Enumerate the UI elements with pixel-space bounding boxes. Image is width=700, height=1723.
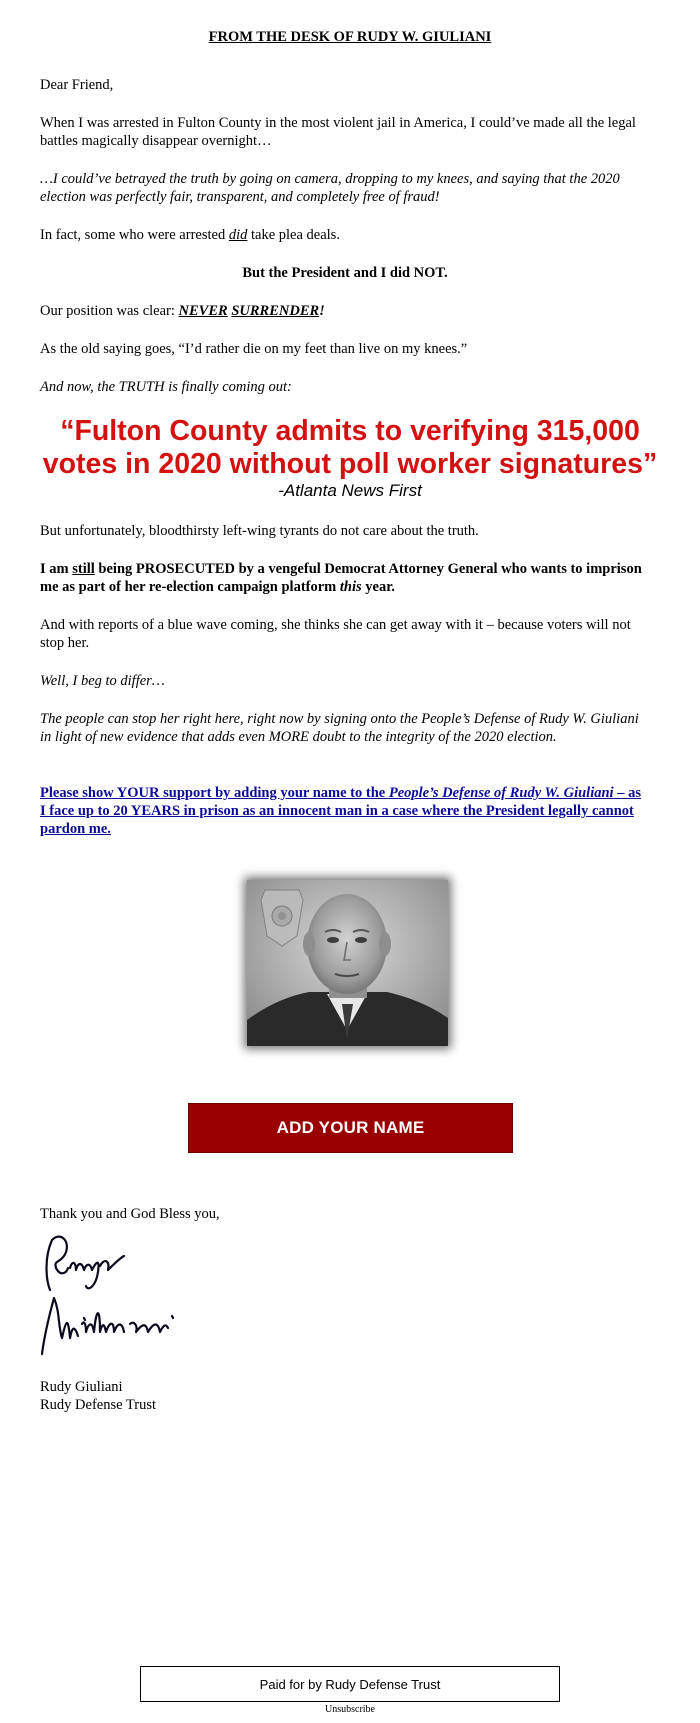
still-word: still: [72, 561, 95, 577]
prosecuted-c: year.: [361, 579, 395, 595]
plea-text-after: take plea deals.: [247, 227, 340, 243]
closing-line: Thank you and God Bless you,: [40, 1206, 220, 1222]
add-your-name-button[interactable]: ADD YOUR NAME: [188, 1103, 513, 1153]
exclamation: !: [319, 303, 325, 319]
paragraph-arrest: When I was arrested in Fulton County in the most violent jail in America, I could’ve made all the legal battles magically disappear overnight…: [40, 115, 636, 149]
greeting: Dear Friend,: [40, 77, 114, 93]
support-link-text-c[interactable]: – as I face up to 20 YEARS in prison as an innocent man in a case where the President legally cannot pardon me.: [40, 785, 641, 837]
sign-org: Rudy Defense Trust: [40, 1397, 157, 1413]
paragraph-old-saying: As the old saying goes, “I’d rather die on my feet than live on my knees.”: [40, 341, 468, 357]
paid-for-disclaimer: Paid for by Rudy Defense Trust: [140, 1666, 560, 1702]
mugshot-photo[interactable]: [247, 880, 448, 1046]
paragraph-prosecuted: [40, 560, 650, 596]
news-quote: “Fulton County admits to verifying 315,000 votes in 2020 without poll worker signatures”: [42, 415, 658, 480]
unsubscribe-link[interactable]: Unsubscribe: [325, 1704, 375, 1715]
prosecuted-a: I am: [40, 561, 73, 577]
letter-heading: FROM THE DESK OF RUDY W. GIULIANI: [208, 29, 492, 45]
support-link-text-b[interactable]: People’s Defense of Rudy W. Giuliani: [388, 785, 614, 801]
signature-image: [38, 1228, 198, 1368]
surrender-word: SURRENDER: [231, 303, 320, 319]
never-word: NEVER: [178, 303, 228, 319]
paragraph-position: [40, 302, 650, 320]
position-text: Our position was clear:: [40, 303, 179, 319]
quote-source: -Atlanta News First: [278, 481, 422, 500]
paragraph-plea-deals: [40, 226, 650, 244]
mugshot-image: [247, 880, 448, 1046]
signature: [38, 1228, 198, 1368]
sign-name: Rudy Giuliani: [40, 1379, 123, 1395]
paragraph-stop-her: The people can stop her right here, right now by signing onto the People’s Defense of Rudy W. Giuliani in light of new evidence that adds even MORE doubt to the integrity of the 2020 election.: [40, 711, 639, 745]
prosecuted-b: being PROSECUTED by a vengeful Democrat Attorney General who wants to imprison me as part of her re-election campaign platform: [40, 561, 642, 595]
paragraph-truth-coming: And now, the TRUTH is finally coming out:: [40, 379, 292, 395]
plea-text-before: In fact, some who were arrested: [40, 227, 229, 243]
support-link[interactable]: [40, 784, 650, 838]
plea-emph: did: [228, 227, 248, 243]
support-link-text-a[interactable]: Please show YOUR support by adding your name to the: [40, 785, 389, 801]
paragraph-blue-wave: And with reports of a blue wave coming, she thinks she can get away with it – because voters will not stop her.: [40, 617, 631, 651]
paragraph-tyrants: But unfortunately, bloodthirsty left-wing tyrants do not care about the truth.: [40, 523, 479, 539]
this-word: this: [339, 579, 362, 595]
paragraph-differ: Well, I beg to differ…: [40, 673, 165, 689]
paragraph-betrayal: …I could’ve betrayed the truth by going on camera, dropping to my knees, and saying that the 2020 election was perfectly fair, transparent, and completely free of fraud!: [40, 171, 620, 205]
paragraph-did-not: But the President and I did NOT.: [242, 265, 448, 281]
